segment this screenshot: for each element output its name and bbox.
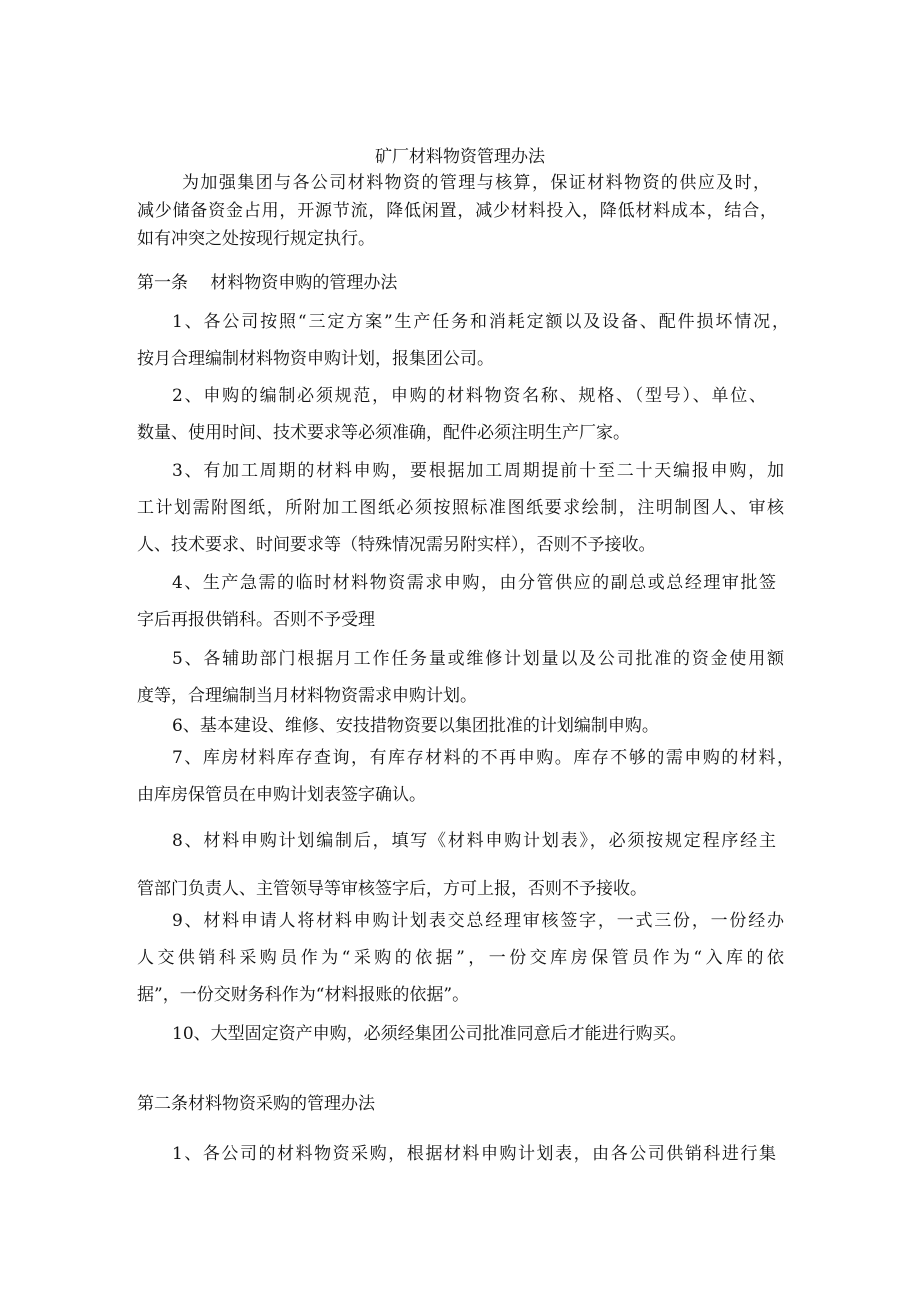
document-title: 矿厂材料物资管理办法 — [375, 147, 545, 167]
article-1-item-8-line-1: 8、材料申购计划编制后，填写《材料申购计划表》，必须按规定程序经主 — [172, 831, 776, 851]
article-1-item-5-line-1: 5、各辅助部门根据月工作任务量或维修计划量以及公司批准的资金使用额 — [172, 649, 784, 669]
article-1-item-2-line-1: 2、申购的编制必须规范，申购的材料物资名称、规格、（型号）、单位、 — [172, 386, 766, 406]
article-1-item-1-line-2: 按月合理编制材料物资申购计划，报集团公司。 — [137, 349, 494, 369]
article-1-item-1-line-1: 1、各公司按照“三定方案”生产任务和消耗定额以及设备、配件损坏情况， — [172, 312, 789, 332]
article-1-item-9-line-2: 人交供销科采购员作为“采购的依据”，一份交库房保管员作为“入库的依 — [137, 948, 784, 968]
intro-line-3: 如有冲突之处按现行规定执行。 — [137, 229, 375, 249]
article-1-item-9-line-3: 据”，一份交财务科作为“材料报账的依据”。 — [137, 985, 470, 1005]
article-1-item-10-line-1: 10、大型固定资产申购，必须经集团公司批准同意后才能进行购买。 — [172, 1024, 687, 1044]
article-1-item-9-line-1: 9、材料申请人将材料申购计划表交总经理审核签字，一式三份，一份经办 — [172, 911, 784, 931]
intro-line-1: 为加强集团与各公司材料物资的管理与核算，保证材料物资的供应及时， — [182, 173, 770, 193]
article-1-item-5-line-2: 度等，合理编制当月材料物资需求申购计划。 — [137, 686, 477, 706]
article-1-item-3-line-2: 工计划需附图纸，所附加工图纸必须按照标准图纸要求绘制，注明制图人、审核 — [137, 498, 784, 518]
article-1-item-8-line-2: 管部门负责人、主管领导等审核签字后，方可上报，否则不予接收。 — [137, 879, 647, 899]
intro-line-2: 减少储备资金占用，开源节流，降低闲置，减少材料投入，降低材料成本，结合， — [137, 201, 777, 221]
article-2-item-1-line-1: 1、各公司的材料物资采购，根据材料申购计划表，由各公司供销科进行集 — [172, 1144, 776, 1164]
article-1-item-7-line-1: 7、库房材料库存查询，有库存材料的不再申购。库存不够的需申购的材料， — [172, 748, 794, 768]
article-1-item-3-line-1: 3、有加工周期的材料申购，要根据加工周期提前十至二十天编报申购，加 — [172, 461, 784, 481]
article-1-item-4-line-1: 4、生产急需的临时材料物资需求申购，由分管供应的副总或总经理审批签 — [172, 573, 776, 593]
article-1-item-7-line-2: 由库房保管员在申购计划表签字确认。 — [137, 785, 426, 805]
article-1-item-3-line-3: 人、技术要求、时间要求等（特殊情况需另附实样），否则不予接收。 — [137, 535, 656, 555]
article-1-item-4-line-2: 字后再报供销科。否则不予受理 — [137, 610, 375, 630]
article-2-heading: 第二条材料物资采购的管理办法 — [137, 1094, 375, 1114]
article-1-item-2-line-2: 数量、使用时间、技术要求等必须准确，配件必须注明生产厂家。 — [137, 423, 630, 443]
article-1-item-6-line-1: 6、基本建设、维修、安技措物资要以集团批准的计划编制申购。 — [172, 716, 659, 736]
article-1-heading: 第一条 材料物资申购的管理办法 — [137, 273, 398, 293]
